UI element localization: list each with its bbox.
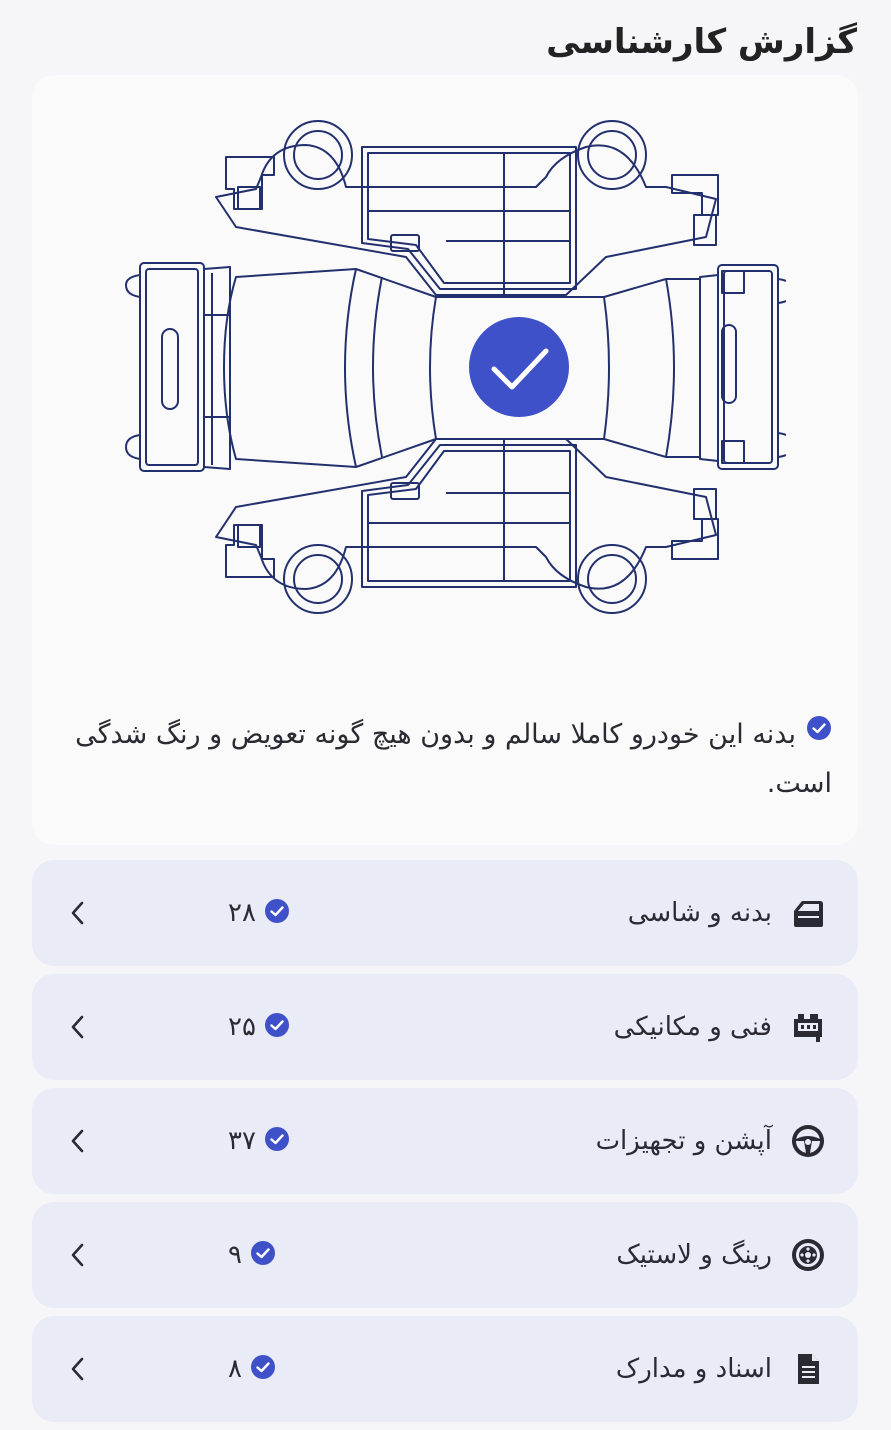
section-options-equipment[interactable] [32, 1088, 858, 1194]
count-value: ۹ [228, 1240, 242, 1270]
steering-wheel-icon [790, 1123, 826, 1159]
document-icon [790, 1351, 826, 1387]
check-circle-icon [250, 1240, 276, 1270]
count-value: ۲۸ [228, 898, 256, 928]
section-count [228, 974, 290, 1080]
chevron-left-icon [68, 1355, 86, 1383]
section-rims-tires[interactable] [32, 1202, 858, 1308]
car-side-bottom-outline [216, 439, 718, 613]
engine-icon [790, 1009, 826, 1045]
section-label: رینگ و لاستیک [616, 1240, 772, 1270]
section-count [228, 1316, 276, 1422]
tire-icon [790, 1237, 826, 1273]
car-top-down-outline [224, 269, 700, 467]
chevron-left-icon [68, 1127, 86, 1155]
car-front-left-outline [126, 263, 230, 471]
section-documents[interactable] [32, 1316, 858, 1422]
inspection-card [32, 75, 858, 845]
check-circle-icon [264, 898, 290, 928]
section-label: آپشن و تجهیزات [595, 1126, 772, 1156]
car-body-diagram-icon [106, 117, 786, 617]
chevron-left-icon [68, 1013, 86, 1041]
section-label: اسناد و مدارک [615, 1354, 772, 1384]
section-technical-mechanical[interactable] [32, 974, 858, 1080]
check-circle-icon [264, 1012, 290, 1042]
check-circle-icon [806, 709, 832, 757]
inspection-sections [32, 860, 858, 1430]
page-title: گزارش کارشناسی [546, 22, 857, 62]
section-label: فنی و مکانیکی [613, 1012, 772, 1042]
car-rear-right-outline [700, 265, 786, 469]
section-body-chassis[interactable] [32, 860, 858, 966]
section-label: بدنه و شاسی [627, 898, 772, 928]
chevron-left-icon [68, 899, 86, 927]
count-value: ۲۵ [228, 1012, 256, 1042]
count-value: ۳۷ [228, 1126, 256, 1156]
count-value: ۸ [228, 1354, 242, 1384]
check-circle-icon [264, 1126, 290, 1156]
section-count [228, 1202, 276, 1308]
body-status-summary [70, 711, 832, 808]
body-status-text: بدنه این خودرو کاملا سالم و بدون هیچ گونه تعویض و رنگ شدگی است. [75, 719, 832, 799]
section-count [228, 860, 290, 966]
car-side-top-outline [216, 121, 718, 295]
section-count [228, 1088, 290, 1194]
body-ok-check-icon [469, 317, 569, 417]
car-door-icon [790, 895, 826, 931]
check-circle-icon [250, 1354, 276, 1384]
chevron-left-icon [68, 1241, 86, 1269]
